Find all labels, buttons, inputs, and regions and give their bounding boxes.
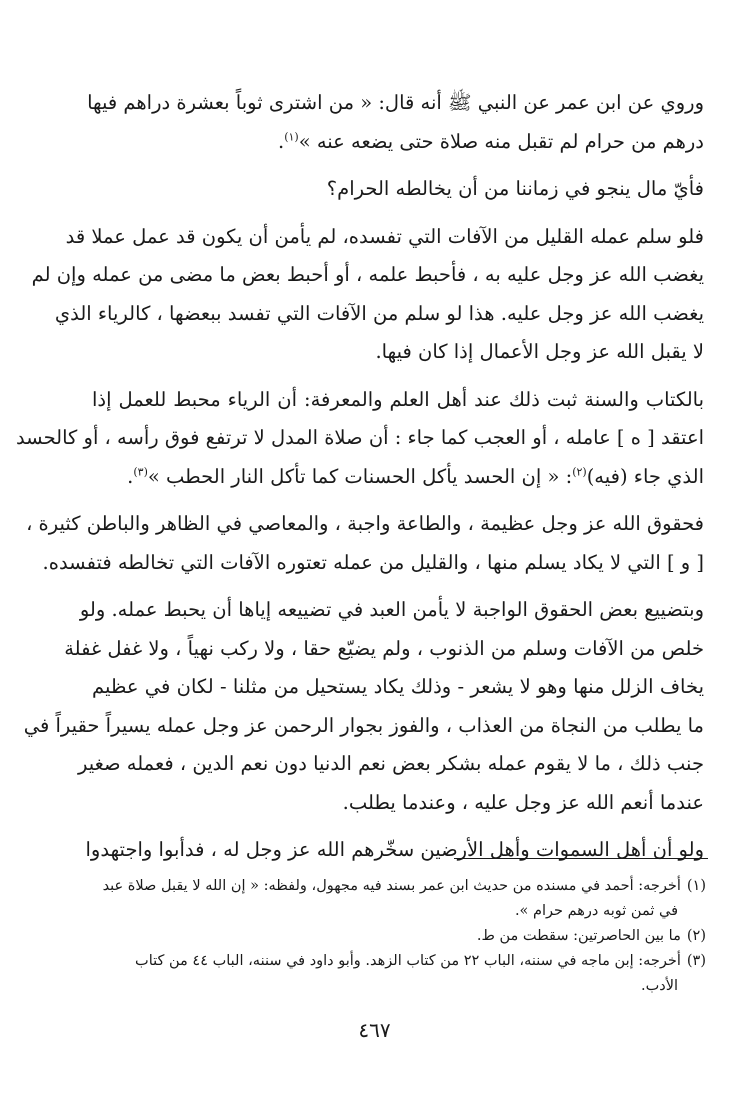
text-line-content: الذي جاء (فيه) [586, 464, 704, 488]
text-line: بالكتاب والسنة ثبت ذلك عند أهل العلم والمعرفة: أن الرياء محبط للعمل إذا [92, 387, 704, 411]
footnote-ref: (٣) [133, 465, 148, 478]
text-line: وروي عن ابن عمر عن النبي ﷺ أنه قال: « من اشترى ثوباً بعشرة دراهم فيها [87, 91, 704, 114]
footnotes [92, 874, 706, 999]
text-line: يغضب الله عز وجل عليه. هذا لو سلم من الآفات التي تفسد ببعضها ، كالرياء الذي [54, 301, 704, 325]
text-line: درهم من حرام لم تقبل منه صلاة حتى يضعه عنه »$^{(١)}$. [277, 129, 704, 153]
text-line: اعتقد [ ه ] عامله ، أو العجب كما جاء : أن صلاة المدل لا ترتفع فوق رأسه ، أو كالحسد [15, 426, 704, 449]
text-line: جنب ذلك ، ما لا يقوم عمله بشكر بعض نعم الدنيا دون نعم الدين ، فعمله صغير [77, 752, 704, 775]
paragraph-3 [31, 218, 704, 372]
footnote-text: أخرجه: إبن ماجه في سننه، الباب ٢٢ من كتاب الزهد. وأبو داود في سننه، الباب ٤٤ من كتاب [135, 953, 681, 969]
main-text [15, 84, 704, 879]
paragraph-5 [26, 505, 704, 582]
text-line: [ و ] التي لا يكاد يسلم منها ، والقليل من عمله تعتوره الآفات التي تخالطه فتفسده. [42, 550, 704, 574]
footnote-divider [454, 858, 708, 859]
page-number: ٤٦٧ [358, 1018, 391, 1042]
footnote-text-continued: الأدب. [640, 978, 678, 994]
text-line-content: درهم من حرام لم تقبل منه صلاة حتى يضعه عنه » [298, 129, 704, 153]
text-line: فلو سلم عمله القليل من الآفات التي تفسده، لم يأمن أن يكون قد عمل عملا قد [65, 224, 704, 248]
text-line: لا يقبل الله عز وجل الأعمال إذا كان فيها. [375, 340, 704, 363]
text-line: وبتضييع بعض الحقوق الواجبة لا يأمن العبد في تضييعه إياها أن يحبط عمله. ولو [79, 598, 704, 621]
paragraph-1 [87, 84, 704, 161]
footnote-text-continued: في ثمن ثوبه درهم حرام ». [514, 903, 678, 919]
paragraph-2 [92, 170, 704, 209]
footnote-2 [92, 924, 706, 949]
text-line: فأيّ مال ينجو في زماننا من أن يخالطه الحرام؟ [326, 177, 704, 200]
footnote-number: (٢) [686, 928, 706, 944]
text-line: ما يطلب من النجاة من العذاب ، والفوز بجوار الرحمن عز وجل عمله يسيراً حقيراً في [23, 713, 704, 737]
footnote-1 [92, 874, 706, 924]
paragraph-4 [15, 381, 704, 497]
footnote-text: ما بين الحاصرتين: سقطت من ط. [476, 928, 681, 944]
text-line: ولو أن أهل السموات وأهل الأرضين سخّرهم الله عز وجل له ، فدأبوا واجتهدوا [85, 838, 704, 861]
text-line: يغضب الله عز وجل عليه به ، فأحبط علمه ، أو أحبط بعض ما مضى من عمله وإن لم [31, 263, 704, 286]
text-line: يخاف الزلل منها وهو لا يشعر - وذلك يكاد يستحيل من مثلنا - لكان في عظيم [92, 675, 704, 698]
quote-text: : « إن الحسد يأكل الحسنات كما تأكل النار الحطب » [147, 464, 573, 488]
paragraph-6 [23, 591, 704, 822]
text-line: خلص من الآفات وسلم من الذنوب ، ولم يضيّع حقا ، ولا ركب نهياً ، ولا غفل غفلة [64, 636, 704, 660]
footnote-number: (١) [686, 878, 706, 894]
footnote-text: أخرجه: أحمد في مسنده من حديث ابن عمر بسند فيه مجهول، ولفظه: « إن الله لا يقبل صلاة عبد [102, 878, 681, 894]
text-line: عندما أنعم الله عز وجل عليه ، وعندما يطلب. [342, 790, 704, 814]
text-line: فحقوق الله عز وجل عظيمة ، والطاعة واجبة ، والمعاصي في الظاهر والباطن كثيرة ، [26, 512, 704, 535]
footnote-number: (٣) [686, 953, 706, 969]
footnote-ref: (٢) [572, 465, 587, 478]
footnote-3 [92, 949, 706, 999]
paragraph-7 [85, 831, 704, 870]
footnote-ref: (١) [284, 130, 299, 143]
text-line: الذي جاء (فيه)$^{(٢)}$: « إن الحسد يأكل الحسنات كما تأكل النار الحطب »$^{(٣)}$. [127, 464, 704, 488]
